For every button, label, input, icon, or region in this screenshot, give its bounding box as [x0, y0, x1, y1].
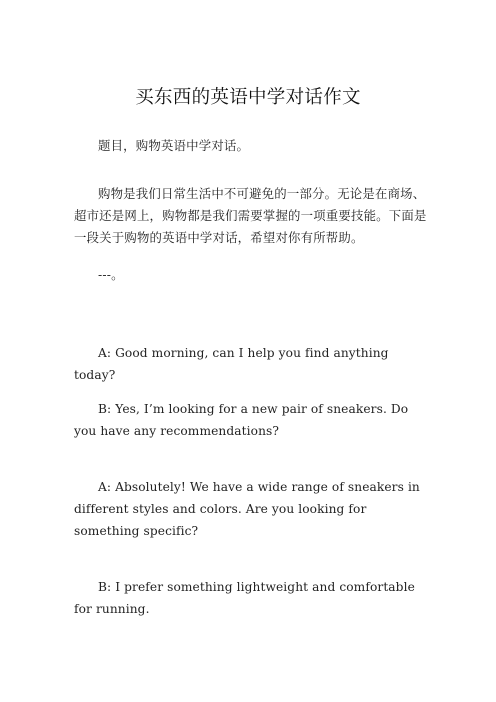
section-separator: ---。 — [98, 267, 124, 282]
dialogue-line: B: Yes, I’m looking for a new pair of sneakers. Do you have any recommendations? — [74, 402, 409, 438]
dialogue-line: B: I prefer something lightweight and comfortable for running. — [74, 580, 415, 616]
intro-paragraph: 购物是我们日常生活中不可避免的一部分。无论是在商场、超市还是网上，购物都是我们需要掌握的一项重要技能。下面是一段关于购物的英语中学对话，希望对你有所帮助。 — [74, 186, 427, 245]
document-title: 买东西的英语中学对话作文 — [135, 87, 361, 108]
dialogue-line: A: Absolutely! We have a wide range of sneakers in different styles and colors. Are you looking for something specific? — [74, 480, 420, 538]
dialogue-line: A: Good morning, can I help you find anything today? — [74, 346, 389, 382]
topic-paragraph: 题目，购物英语中学对话。 — [98, 138, 250, 153]
